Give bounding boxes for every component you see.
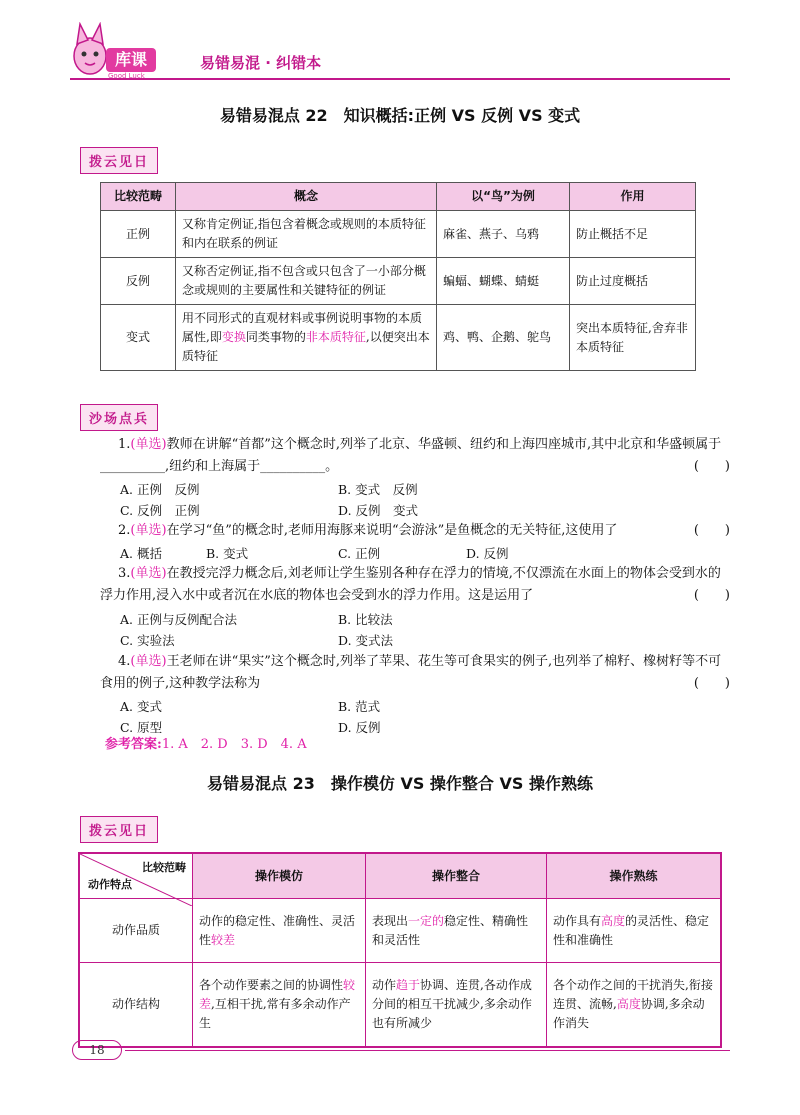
table-row — [79, 899, 721, 963]
concept-highlight: 非本质特征 — [305, 330, 366, 344]
table-header-row — [79, 853, 721, 899]
cell-text: 协调,多余动作消失 — [553, 996, 705, 1030]
question-text: 王老师在讲“果实”这个概念时,列举了苹果、花生等可食果实的例子,也列举了棉籽、橡树籽等不可食用的例子,这种教学法称为 — [100, 654, 722, 691]
question-text: 教师在讲解“首都”这个概念时,列举了北京、华盛顿、纽约和上海四座城市,其中北京和华盛顿属于__________,纽约和上海属于__________。 — [100, 437, 722, 474]
section23-title: 易错易混点 23 操作模仿 VS 操作整合 VS 操作熟练 — [207, 774, 593, 793]
option: A. 正例 反例 — [120, 482, 200, 497]
section22-table — [100, 182, 696, 371]
table-header: 操作熟练 — [547, 853, 722, 899]
row-cell — [366, 963, 547, 1047]
option: B. 范式 — [338, 699, 381, 714]
table-corner-cell — [79, 853, 193, 899]
cell-text: 动作 — [372, 977, 397, 992]
row-cell — [366, 899, 547, 963]
table-row — [79, 963, 721, 1047]
cell-highlight: 高度 — [601, 913, 626, 928]
cell-text: 动作具有 — [553, 913, 602, 928]
option: B. 比较法 — [338, 612, 393, 627]
section22-title: 易错易混点 22 知识概括:正例 VS 反例 VS 变式 — [219, 106, 581, 125]
option: C. 反例 正例 — [120, 503, 200, 518]
section22-tag: 拨云见日 — [80, 147, 158, 174]
row-name: 动作结构 — [79, 963, 193, 1047]
question-number: 1. — [118, 437, 131, 452]
row-name: 动作品质 — [79, 899, 193, 963]
cell-highlight: 一定的 — [408, 913, 445, 928]
concept-text: ,以便突出本质特征 — [182, 330, 430, 363]
mascot-icon — [72, 22, 108, 78]
question-text: 在学习“鱼”的概念时,老师用海豚来说明“会游泳”是鱼概念的无关特征,这使用了 — [166, 523, 618, 538]
page-number: 18 — [72, 1040, 122, 1060]
option: D. 反例 变式 — [338, 503, 419, 518]
series-title: 易错易混 · 纠错本 — [200, 54, 322, 72]
question-1 — [100, 434, 730, 478]
answer-paren: ( ) — [693, 588, 730, 603]
row-example: 鸡、鸭、企鹅、鸵鸟 — [437, 305, 570, 371]
row-role: 防止过度概括 — [570, 258, 696, 305]
option: D. 变式法 — [338, 633, 394, 648]
table-row — [101, 305, 696, 371]
question-number: 2. — [118, 523, 131, 538]
row-cell — [547, 963, 722, 1047]
option: A. 变式 — [120, 699, 162, 714]
answer-paren: ( ) — [693, 523, 730, 538]
row-cell — [547, 899, 722, 963]
cell-text: ,互相干扰,常有多余动作产生 — [199, 996, 351, 1030]
row-example: 蝙蝠、蝴蝶、蜻蜓 — [437, 258, 570, 305]
option: A. 正例与反例配合法 — [120, 612, 237, 627]
brand-logo: 库课 — [106, 48, 156, 72]
question-number: 4. — [118, 654, 131, 669]
concept-text: 同类事物的 — [245, 330, 306, 344]
option: C. 正例 — [338, 546, 381, 561]
question-2 — [100, 520, 730, 542]
row-example: 麻雀、燕子、乌鸦 — [437, 211, 570, 258]
cell-text: 协调、连贯,各动作成分间的相互干扰减少,多余动作也有所减少 — [372, 977, 532, 1030]
row-concept: 又称肯定例证,指包含着概念或规则的本质特征和内在联系的例证 — [176, 211, 437, 258]
brand-logo-sub: Good Luck — [108, 72, 145, 80]
header-bar — [70, 44, 730, 80]
answer-values: 1. A 2. D 3. D 4. A — [161, 737, 307, 752]
corner-bottom-label: 动作特点 — [88, 878, 132, 891]
row-cell — [193, 963, 366, 1047]
question-3 — [100, 563, 730, 607]
option: D. 反例 — [338, 720, 381, 735]
option: B. 变式 反例 — [338, 482, 418, 497]
cell-text: 各个动作之间的干扰消失,衔接连贯、流畅, — [553, 977, 713, 1011]
cell-text: 动作的稳定性、准确性、灵活性 — [199, 913, 356, 947]
row-role: 突出本质特征,舍弃非本质特征 — [570, 305, 696, 371]
table-header: 操作模仿 — [193, 853, 366, 899]
row-name: 正例 — [101, 211, 176, 258]
concept-text: 用不同形式的直观材料或事例说明事物的本质属性,即 — [182, 311, 423, 344]
row-concept: 又称否定例证,指不包含或只包含了一小部分概念或规则的主要属性和关键特征的例证 — [176, 258, 437, 305]
section23-table — [78, 852, 722, 1048]
reference-answers — [105, 733, 307, 752]
cell-text: 稳定性、精确性和灵活性 — [372, 913, 529, 947]
question-type: (单选) — [130, 566, 167, 581]
cell-highlight: 较差 — [211, 932, 236, 947]
row-cell — [193, 899, 366, 963]
row-concept — [176, 305, 437, 371]
table-header: 概念 — [176, 183, 437, 211]
table-row — [101, 258, 696, 305]
cell-text: 的灵活性、稳定性和准确性 — [553, 913, 710, 947]
question-4 — [100, 651, 730, 695]
table-header: 以“鸟”为例 — [437, 183, 570, 211]
practice-tag: 沙场点兵 — [80, 404, 158, 431]
question-type: (单选) — [130, 437, 167, 452]
corner-top-label: 比较范畴 — [142, 861, 186, 874]
row-role: 防止概括不足 — [570, 211, 696, 258]
option: C. 实验法 — [120, 633, 175, 648]
question-text: 在教授完浮力概念后,刘老师让学生鉴别各种存在浮力的情境,不仅漂流在水面上的物体会受到水的浮力作用,浸入水中或者沉在水底的物体也会受到水的浮力作用。这是运用了 — [100, 566, 721, 603]
cell-highlight: 较差 — [199, 977, 356, 1011]
cell-text: 表现出 — [372, 913, 409, 928]
footer-line — [125, 1050, 730, 1051]
cell-highlight: 趋于 — [396, 977, 421, 992]
answer-label: 参考答案: — [105, 737, 162, 752]
table-header-row — [101, 183, 696, 211]
concept-highlight: 变换 — [221, 330, 246, 344]
option: B. 变式 — [206, 546, 249, 561]
cell-highlight: 高度 — [616, 996, 641, 1011]
option: D. 反例 — [466, 546, 509, 561]
section23-tag: 拨云见日 — [80, 816, 158, 843]
answer-paren: ( ) — [693, 676, 730, 691]
table-header: 比较范畴 — [101, 183, 176, 211]
answer-paren: ( ) — [693, 459, 730, 474]
question-number: 3. — [118, 566, 131, 581]
question-type: (单选) — [130, 523, 167, 538]
option: C. 原型 — [120, 720, 163, 735]
row-name: 变式 — [101, 305, 176, 371]
row-name: 反例 — [101, 258, 176, 305]
question-type: (单选) — [130, 654, 167, 669]
table-header: 操作整合 — [366, 853, 547, 899]
cell-text: 各个动作要素之间的协调性 — [199, 977, 344, 992]
table-row — [101, 211, 696, 258]
table-header: 作用 — [570, 183, 696, 211]
option: A. 概括 — [120, 546, 162, 561]
